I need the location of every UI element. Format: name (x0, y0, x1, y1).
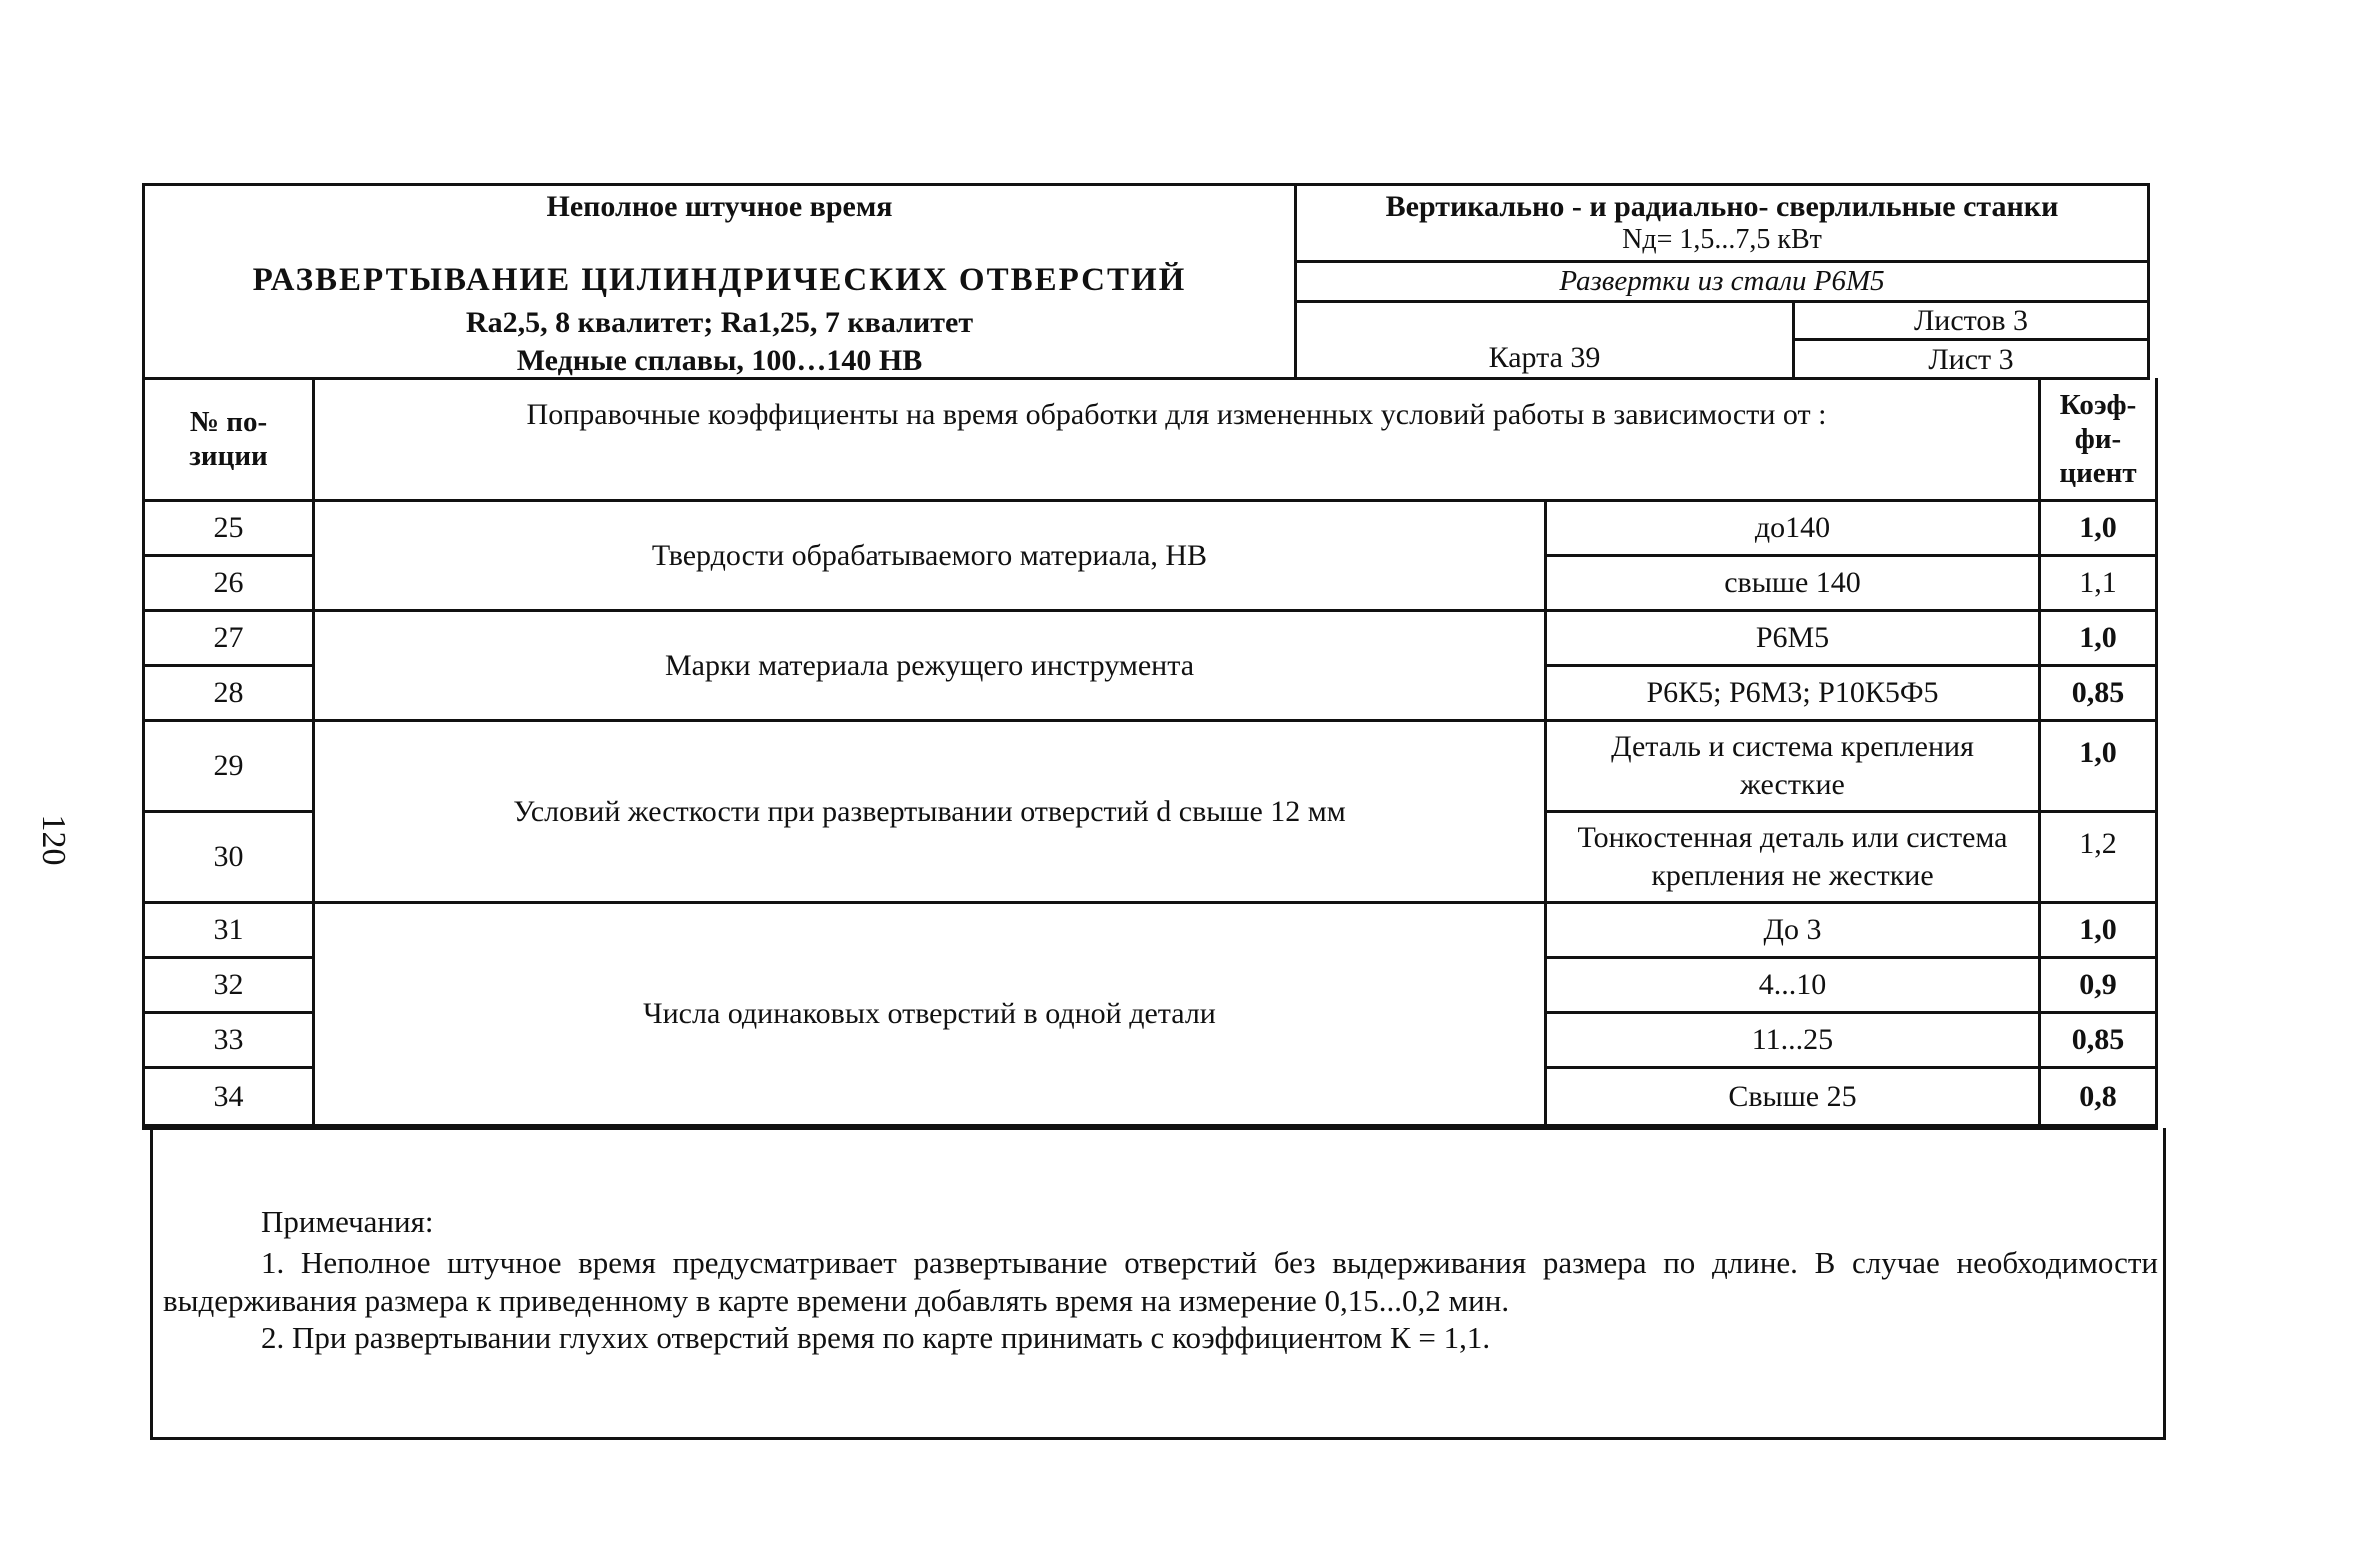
header-machine (1297, 186, 2147, 263)
header-title-block (145, 186, 1297, 377)
row-coefficient: 1,0 (2041, 722, 2155, 813)
row-number: 33 (145, 1014, 315, 1069)
row-condition: Свыше 25 (1547, 1069, 2041, 1127)
column-header-description: Поправочные коэффициенты на время обработки для измененных условий работы в зависимости от : (315, 378, 2041, 502)
notes-title: Примечания: (261, 1204, 434, 1239)
notes-block (150, 1128, 2166, 1440)
row-condition: свыше 140 (1547, 557, 2041, 612)
row-coefficient: 1,1 (2041, 557, 2155, 612)
row-condition: 4...10 (1547, 959, 2041, 1014)
header-sheets-total: Листов 3 (1795, 303, 2147, 341)
row-condition: Тонкостенная деталь или система крепления не жесткие (1547, 813, 2041, 904)
row-condition: 11...25 (1547, 1014, 2041, 1069)
header-title: РАЗВЕРТЫВАНИЕ ЦИЛИНДРИЧЕСКИХ ОТВЕРСТИЙ (252, 262, 1187, 298)
row-number: 26 (145, 557, 315, 612)
header-sheet-current: Лист 3 (1928, 343, 2014, 376)
header-subtitle: Неполное штучное время (546, 190, 893, 223)
column-header-number: № по- зиции (145, 378, 315, 502)
row-number: 25 (145, 502, 315, 557)
header-card-info (1297, 303, 2147, 377)
header-card-number: Карта 39 (1297, 303, 1795, 377)
row-condition: До 3 (1547, 904, 2041, 959)
header-power: Nд= 1,5...7,5 кВт (1622, 224, 1822, 255)
row-number: 34 (145, 1069, 315, 1127)
header-quality: Ra2,5, 8 квалитет; Ra1,25, 7 квалитет (465, 306, 974, 339)
row-number: 30 (145, 813, 315, 904)
row-coefficient: 1,0 (2041, 904, 2155, 959)
note-1: 1. Неполное штучное время предусматривает развертывание отверстий без выдерживания размера по длине. В случае необходимости выдерживания размера к приведенному в карте времени добавлять время на измерение 0,15...0,2 мин. (163, 1245, 2158, 1318)
row-condition: Р6К5; Р6М3; Р10К5Ф5 (1547, 667, 2041, 722)
row-condition: Р6М5 (1547, 612, 2041, 667)
row-coefficient: 0,85 (2041, 667, 2155, 722)
group-label: Марки материала режущего инструмента (315, 612, 1547, 722)
row-number: 32 (145, 959, 315, 1014)
row-condition: Деталь и система крепления жесткие (1547, 722, 2041, 813)
header-tool: Развертки из стали Р6М5 (1297, 263, 2147, 303)
row-condition: до140 (1547, 502, 2041, 557)
group-label: Твердости обрабатываемого материала, НВ (315, 502, 1547, 612)
column-header-coefficient: Коэф- фи- циент (2041, 378, 2155, 502)
card-header (142, 183, 2150, 380)
note-2: 2. При развертывании глухих отверстий время по карте принимать с коэффициентом К = 1,1. (261, 1320, 1491, 1355)
row-coefficient: 0,8 (2041, 1069, 2155, 1127)
row-number: 31 (145, 904, 315, 959)
row-coefficient: 1,0 (2041, 502, 2155, 557)
row-number: 28 (145, 667, 315, 722)
row-number: 27 (145, 612, 315, 667)
row-coefficient: 0,85 (2041, 1014, 2155, 1069)
group-label: Числа одинаковых отверстий в одной детали (315, 904, 1547, 1127)
row-coefficient: 1,2 (2041, 813, 2155, 904)
group-label: Условий жесткости при развертывании отверстий d свыше 12 мм (315, 722, 1547, 904)
row-number: 29 (145, 722, 315, 813)
row-coefficient: 0,9 (2041, 959, 2155, 1014)
header-machine-type: Вертикально - и радиально- сверлильные станки (1385, 190, 2059, 223)
header-info-block (1297, 186, 2147, 377)
header-material: Медные сплавы, 100…140 HB (516, 344, 923, 377)
row-coefficient: 1,0 (2041, 612, 2155, 667)
page-number: 120 (35, 814, 72, 866)
coefficients-table (142, 378, 2158, 1130)
